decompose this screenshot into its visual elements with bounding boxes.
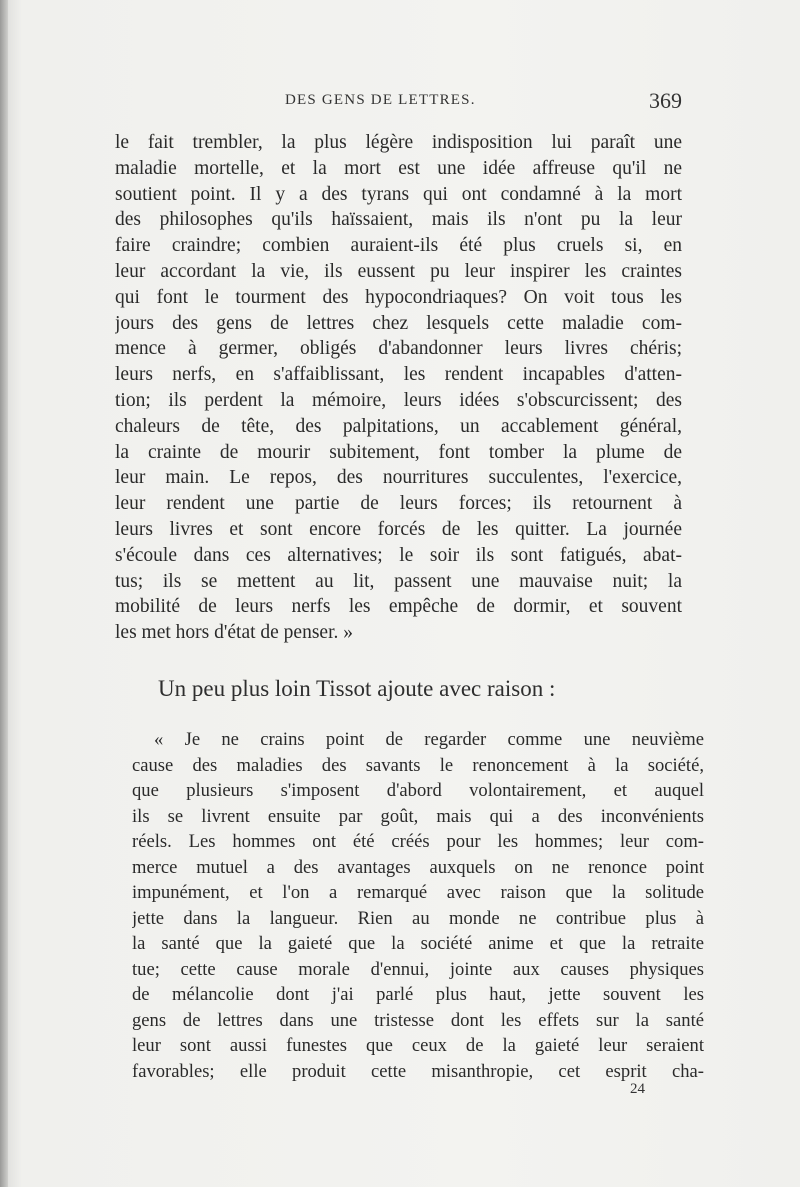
text-line: mobilité de leurs nerfs les empêche de dormir, et souvent [115,596,682,618]
page-spine-shadow [0,0,8,1187]
text-line: jette dans la langueur. Rien au monde ne contribue plus à [132,907,704,929]
text-line: leur rendent une partie de leurs forces; ils retournent à [115,493,682,515]
text-line: tus; ils se mettent au lit, passent une mauvaise nuit; la [115,570,682,592]
text-line: « Je ne crains point de regarder comme une neuvième [154,729,704,750]
text-line: que plusieurs s'imposent d'abord volontairement, et auquel [132,780,704,801]
text-line: la santé que la gaieté que la société anime et que la retraite [132,933,704,954]
text-line: maladie mortelle, et la mort est une idée affreuse qu'il ne [115,157,682,179]
paragraph-2 [132,727,704,1084]
text-line: les met hors d'état de penser. » [115,622,353,644]
text-line: leur sont aussi funestes que ceux de la gaieté leur seraient [132,1035,704,1056]
text-line: qui font le tourment des hypocondriaques? On voit tous les [115,286,682,308]
text-line: tue; cette cause morale d'ennui, jointe aux causes physiques [132,958,704,980]
text-line: s'écoule dans ces alternatives; le soir ils sont fatigués, abat- [115,544,682,566]
text-line: ils se livrent ensuite par goût, mais qui a des inconvénients [132,805,704,827]
text-line: faire craindre; combien auraient-ils été plus cruels si, en [115,235,682,257]
text-line: des philosophes qu'ils haïssaient, mais ils n'ont pu la leur [115,209,682,231]
page-header [115,88,682,114]
text-line: de mélancolie dont j'ai parlé plus haut, jette souvent les [132,984,704,1005]
text-line: tion; ils perdent la mémoire, leurs idées s'obscurcissent; des [115,389,682,411]
text-line: soutient point. Il y a des tyrans qui ont condamné à la mort [115,183,682,205]
text-line: impunément, et l'on a remarqué avec raison que la solitude [132,882,704,903]
text-line: favorables; elle produit cette misanthropie, cet esprit cha- [132,1060,704,1082]
text-line: le fait trembler, la plus légère indisposition lui paraît une [115,132,682,153]
text-line: leurs livres et sont encore forcés de les quitter. La journée [115,518,682,540]
subheading: Un peu plus loin Tissot ajoute avec raison : [158,676,556,701]
text-line: leur accordant la vie, ils eussent pu leur inspirer les craintes [115,260,682,282]
text-line: chaleurs de tête, des palpitations, un accablement général, [115,415,682,437]
text-line: leur main. Le repos, des nourritures succulentes, l'exercice, [115,467,682,489]
text-line: jours des gens de lettres chez lesquels cette maladie com- [115,312,682,334]
text-line: la crainte de mourir subitement, font tomber la plume de [115,441,682,463]
text-line: leurs nerfs, en s'affaiblissant, les rendent incapables d'atten- [115,364,682,386]
text-line: réels. Les hommes ont été créés pour les hommes; leur com- [132,831,704,852]
signature-mark: 24 [630,1081,645,1097]
text-line: cause des maladies des savants le renoncement à la société, [132,754,704,776]
text-line: mence à germer, obligés d'abandonner leurs livres chéris; [115,338,682,360]
page-number: 369 [649,88,682,113]
running-title: DES GENS DE LETTRES. [285,92,476,108]
text-line: merce mutuel a des avantages auxquels on ne renonce point [132,856,704,878]
text-line: gens de lettres dans une tristesse dont les effets sur la santé [132,1009,704,1031]
paragraph-1 [115,130,682,646]
